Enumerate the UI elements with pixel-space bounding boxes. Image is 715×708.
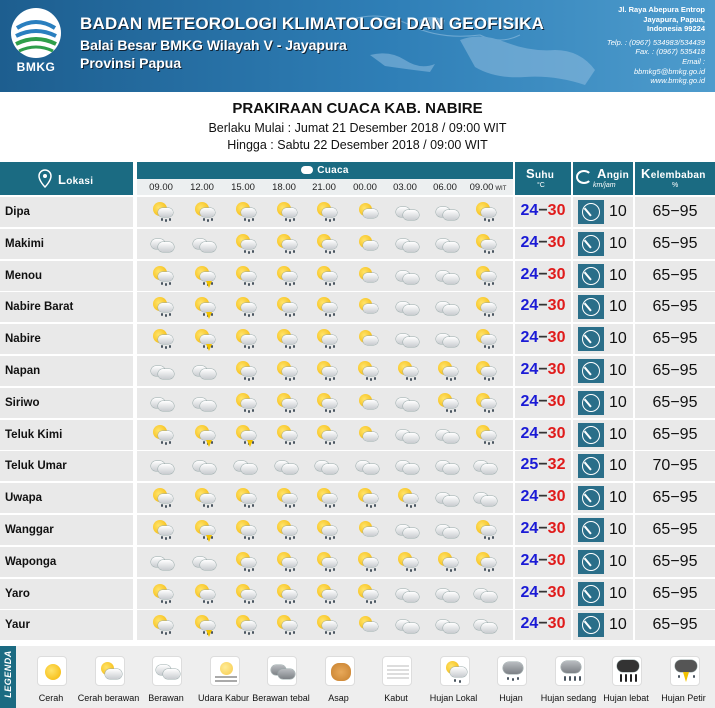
light-rain-sun-icon [274, 551, 298, 573]
legend-bar [0, 646, 715, 708]
wind-direction-icon [578, 200, 604, 224]
light-rain-sun-icon [150, 614, 174, 636]
sun-thunder-rain-icon [192, 614, 216, 636]
header-banner [0, 0, 715, 92]
table-row [0, 261, 715, 291]
humidity-range: 65−95 [652, 552, 698, 570]
valid-to: Hingga : Sabtu 22 Desember 2018 / 09:00 WIT [227, 138, 488, 152]
light-rain-sun-icon [314, 392, 338, 414]
light-rain-sun-icon [150, 328, 174, 350]
light-rain-sun-icon [355, 360, 379, 382]
wind-icon [576, 170, 592, 184]
humidity-range: 65−95 [652, 393, 698, 411]
light-rain-sun-icon [435, 360, 459, 382]
light-rain-sun-icon [274, 328, 298, 350]
wind-speed: 10 [609, 521, 627, 538]
humidity-range: 65−95 [652, 616, 698, 634]
cloudy-icon [435, 487, 459, 509]
light-rain-sun-icon [233, 233, 257, 255]
light-rain-sun-icon [314, 265, 338, 287]
sun-thunder-rain-icon [192, 424, 216, 446]
light-rain-sun-icon [274, 296, 298, 318]
cloudy-icon [435, 296, 459, 318]
wind-speed: 10 [609, 584, 627, 602]
light-rain-sun-icon [314, 614, 338, 636]
legend-item: Kabut [366, 646, 426, 708]
humidity-range: 65−95 [652, 203, 698, 220]
wind-speed: 10 [609, 425, 627, 443]
wind-direction-icon [578, 295, 604, 319]
wind-speed: 10 [609, 457, 627, 475]
cloudy-icon [150, 233, 174, 255]
wind-speed: 10 [609, 330, 627, 348]
humidity-range: 65−95 [652, 330, 698, 348]
light-rain-sun-icon [233, 487, 257, 509]
wind-direction-icon [578, 454, 604, 478]
light-rain-sun-icon [314, 233, 338, 255]
light-rain-sun-icon [233, 328, 257, 350]
legend-item: Berawan [136, 646, 196, 708]
table-row [0, 579, 715, 609]
partly-cloudy-icon [355, 519, 379, 541]
cloudy-icon [192, 551, 216, 573]
legend-item: Hujan [481, 646, 541, 708]
location-name: Dipa [5, 206, 30, 218]
legend-item: Udara Kabur [194, 646, 254, 708]
light-rain-sun-icon [473, 551, 497, 573]
light-rain-sun-icon [314, 360, 338, 382]
light-rain-sun-icon [274, 424, 298, 446]
cloud-icon [301, 166, 313, 174]
temperature-range: 24−30 [520, 202, 566, 219]
humidity-range: 65−95 [652, 521, 698, 538]
temperature-range: 24−30 [520, 520, 566, 537]
col-kelembaban-header: Kelembaban % [635, 162, 715, 195]
wind-speed: 10 [609, 489, 627, 507]
partly-cloudy-icon [355, 392, 379, 414]
cloudy-icon [435, 519, 459, 541]
cloudy-icon [314, 455, 338, 477]
humidity-range: 70−95 [652, 457, 698, 475]
sun-icon [37, 656, 67, 686]
table-row [0, 515, 715, 545]
light-rain-sun-icon [355, 583, 379, 605]
cloudy-icon [395, 296, 419, 318]
light-rain-sun-icon [274, 201, 298, 223]
light-rain-sun-icon [150, 265, 174, 287]
humidity-range: 65−95 [652, 266, 698, 284]
light-rain-sun-icon [233, 392, 257, 414]
temperature-range: 24−30 [520, 424, 566, 442]
light-rain-sun-icon [473, 360, 497, 382]
wind-speed: 10 [609, 552, 627, 570]
light-rain-sun-icon [314, 296, 338, 318]
temperature-range: 24−30 [520, 361, 566, 378]
legend-item: Hujan Lokal [424, 646, 484, 708]
light-rain-sun-icon [355, 487, 379, 509]
light-rain-sun-icon [473, 328, 497, 350]
cloudy-icon [473, 583, 497, 605]
legend-item: Berawan tebal [251, 646, 311, 708]
light-rain-sun-icon [233, 519, 257, 541]
cloudy-icon [150, 360, 174, 382]
light-rain-sun-icon [233, 265, 257, 287]
wind-speed: 10 [609, 266, 627, 284]
light-rain-sun-icon [395, 487, 419, 509]
province-name: Provinsi Papua [80, 55, 182, 71]
table-row [0, 229, 715, 259]
light-rain-sun-icon [150, 424, 174, 446]
humidity-range: 65−95 [652, 425, 698, 443]
light-rain-sun-icon [274, 392, 298, 414]
cloudy-icon [274, 455, 298, 477]
light-rain-sun-icon [435, 392, 459, 414]
light-rain-sun-icon [435, 551, 459, 573]
light-rain-sun-icon [192, 487, 216, 509]
temperature-range: 24−30 [520, 265, 566, 283]
light-rain-sun-icon [274, 583, 298, 605]
logo-text: BMKG [16, 60, 56, 74]
wind-direction-icon [578, 613, 604, 637]
table-row [0, 388, 715, 418]
location-name: Nabire Barat [5, 301, 74, 314]
fog-icon [382, 656, 412, 686]
light-rain-sun-icon [473, 424, 497, 446]
sun-cloud-icon [95, 656, 125, 686]
humidity-range: 65−95 [652, 362, 698, 379]
partly-cloudy-icon [355, 201, 379, 223]
wind-direction-icon [578, 423, 604, 447]
light-rain-sun-icon [314, 328, 338, 350]
temperature-range: 24−30 [520, 615, 566, 633]
cloudy-icon [395, 614, 419, 636]
table-row [0, 197, 715, 227]
cloudy-icon [395, 424, 419, 446]
light-rain-sun-icon [473, 233, 497, 255]
light-rain-sun-icon [395, 551, 419, 573]
cloud-icon [152, 656, 182, 686]
table-row [0, 451, 715, 481]
light-rain-sun-icon [150, 583, 174, 605]
light-rain-sun-icon [314, 201, 338, 223]
col-angin-header: Angin km/jam [573, 162, 633, 195]
location-name: Yaro [5, 587, 30, 600]
sun-thunder-rain-icon [192, 519, 216, 541]
partly-cloudy-icon [355, 328, 379, 350]
location-name: Teluk Kimi [5, 428, 63, 441]
cloudy-icon [150, 392, 174, 414]
temperature-range: 24−30 [520, 583, 566, 601]
humidity-range: 65−95 [652, 234, 698, 252]
table-row [0, 324, 715, 354]
cloudy-icon [435, 328, 459, 350]
light-rain-sun-icon [233, 296, 257, 318]
bmkg-logo [7, 8, 65, 80]
light-rain-sun-icon [274, 519, 298, 541]
cloudy-icon [150, 455, 174, 477]
smoke-icon [325, 656, 355, 686]
temperature-range: 25−32 [520, 456, 566, 474]
cloudy-icon [473, 455, 497, 477]
light-rain-sun-icon [314, 519, 338, 541]
wind-speed: 10 [609, 393, 627, 411]
location-name: Menou [5, 269, 43, 282]
location-name: Uwapa [5, 492, 43, 505]
wind-direction-icon [578, 391, 604, 415]
cloudy-icon [435, 455, 459, 477]
legend-item: Cerah [21, 646, 81, 708]
cloudy-icon [192, 455, 216, 477]
humidity-range: 65−95 [652, 584, 698, 602]
light-rain-sun-icon [274, 614, 298, 636]
cloudy-icon [473, 487, 497, 509]
sun-thunder-rain-icon [192, 265, 216, 287]
legend-item: Hujan sedang [539, 646, 599, 708]
wind-speed: 10 [609, 234, 627, 252]
light-rain-sun-icon [473, 265, 497, 287]
legend-item: Asap [309, 646, 369, 708]
light-rain-sun-icon [150, 201, 174, 223]
light-rain-sun-icon [274, 233, 298, 255]
cloudy-icon [395, 583, 419, 605]
dark-cloud-icon [267, 656, 297, 686]
wind-speed: 10 [609, 616, 627, 634]
location-name: Teluk Umar [5, 460, 67, 473]
wind-speed: 10 [609, 203, 627, 220]
partly-cloudy-icon [355, 265, 379, 287]
cloudy-icon [435, 201, 459, 223]
light-rain-sun-icon [314, 487, 338, 509]
table-row [0, 483, 715, 513]
light-rain-sun-icon [192, 583, 216, 605]
sun-thunder-rain-icon [233, 424, 257, 446]
light-rain-sun-icon [233, 360, 257, 382]
location-name: Siriwo [5, 396, 40, 409]
rain-icon [497, 656, 527, 686]
light-rain-sun-icon [233, 614, 257, 636]
cloudy-icon [435, 265, 459, 287]
wind-speed: 10 [609, 298, 627, 316]
table-row [0, 292, 715, 322]
light-rain-sun-icon [395, 360, 419, 382]
temperature-range: 24−30 [520, 329, 566, 347]
wind-direction-icon [578, 550, 604, 574]
location-name: Nabire [5, 333, 41, 346]
org-name: BADAN METEOROLOGI KLIMATOLOGI DAN GEOFISIKA [80, 14, 545, 33]
location-name: Yaur [5, 619, 30, 632]
partly-cloudy-icon [355, 614, 379, 636]
cloudy-icon [192, 360, 216, 382]
light-rain-sun-icon [355, 551, 379, 573]
wind-direction-icon [578, 359, 604, 383]
light-rain-sun-icon [192, 201, 216, 223]
light-rain-sun-icon [473, 519, 497, 541]
light-rain-sun-icon [233, 583, 257, 605]
table-row [0, 356, 715, 386]
temperature-range: 24−30 [520, 551, 566, 569]
heavy-rain-icon [612, 656, 642, 686]
partly-cloudy-icon [355, 296, 379, 318]
local-rain-icon [440, 656, 470, 686]
col-suhu-header: Suhu °C [515, 162, 571, 195]
wind-direction-icon [578, 327, 604, 351]
legend-item: Cerah berawan [79, 646, 139, 708]
light-rain-sun-icon [150, 296, 174, 318]
location-name: Wanggar [5, 524, 54, 536]
cloudy-icon [395, 328, 419, 350]
light-rain-sun-icon [314, 583, 338, 605]
wind-direction-icon [578, 232, 604, 256]
cloudy-icon [233, 455, 257, 477]
humidity-range: 65−95 [652, 489, 698, 507]
light-rain-sun-icon [150, 487, 174, 509]
temperature-range: 24−30 [520, 488, 566, 506]
page-title: PRAKIRAAN CUACA KAB. NABIRE [232, 100, 483, 117]
table-row [0, 610, 715, 640]
time-slots-header: 09.00 12.00 15.00 18.00 21.00 00.00 03.00 06.00 09.00 WIT [137, 179, 513, 195]
cloudy-icon [395, 233, 419, 255]
light-rain-sun-icon [233, 201, 257, 223]
legend-item: Hujan lebat [596, 646, 656, 708]
thunderstorm-icon [670, 656, 700, 686]
wind-speed: 10 [609, 362, 627, 379]
col-lokasi-header: Lokasi [0, 162, 133, 195]
wind-direction-icon [578, 582, 604, 606]
sun-thunder-rain-icon [192, 328, 216, 350]
table-row [0, 420, 715, 450]
valid-from: Berlaku Mulai : Jumat 21 Desember 2018 / 09:00 WIT [208, 121, 507, 135]
cloudy-icon [473, 614, 497, 636]
partly-cloudy-icon [355, 424, 379, 446]
light-rain-sun-icon [274, 487, 298, 509]
cloudy-icon [150, 551, 174, 573]
cloudy-icon [435, 424, 459, 446]
haze-icon [210, 656, 240, 686]
wind-direction-icon [578, 486, 604, 510]
legend-item: Hujan Petir [654, 646, 714, 708]
sun-thunder-rain-icon [192, 296, 216, 318]
address-block: Jl. Raya Abepura Entrop Jayapura, Papua, Indonesia 99224 Telp. : (0967) 534983/534439 Fax. : (0967) 535418 Email : bbmkg5@bmkg.go.id www.bmkg.go.id [606, 5, 705, 86]
moderate-rain-icon [555, 656, 585, 686]
cloudy-icon [395, 201, 419, 223]
light-rain-sun-icon [274, 360, 298, 382]
light-rain-sun-icon [314, 424, 338, 446]
location-name: Waponga [5, 555, 57, 568]
cloudy-icon [192, 392, 216, 414]
cloudy-icon [395, 519, 419, 541]
light-rain-sun-icon [274, 265, 298, 287]
temperature-range: 24−30 [520, 297, 566, 315]
temperature-range: 24−30 [520, 392, 566, 410]
light-rain-sun-icon [473, 392, 497, 414]
partly-cloudy-icon [355, 233, 379, 255]
table-row [0, 547, 715, 577]
light-rain-sun-icon [150, 519, 174, 541]
wind-direction-icon [578, 518, 604, 542]
cloudy-icon [395, 392, 419, 414]
cloudy-icon [355, 455, 379, 477]
light-rain-sun-icon [473, 296, 497, 318]
office-name: Balai Besar BMKG Wilayah V - Jayapura [80, 37, 347, 53]
wind-direction-icon [578, 264, 604, 288]
col-cuaca-header: Cuaca [137, 162, 513, 179]
cloudy-icon [435, 233, 459, 255]
light-rain-sun-icon [473, 201, 497, 223]
cloudy-icon [192, 233, 216, 255]
location-name: Makimi [5, 237, 44, 250]
cloudy-icon [435, 614, 459, 636]
temperature-range: 24−30 [520, 233, 566, 251]
humidity-range: 65−95 [652, 298, 698, 316]
location-name: Napan [5, 365, 41, 377]
cloudy-icon [435, 583, 459, 605]
cloudy-icon [395, 265, 419, 287]
location-pin-icon [38, 169, 52, 188]
legend-tag: LEGENDA [0, 646, 16, 708]
light-rain-sun-icon [233, 551, 257, 573]
cloudy-icon [395, 455, 419, 477]
light-rain-sun-icon [314, 551, 338, 573]
